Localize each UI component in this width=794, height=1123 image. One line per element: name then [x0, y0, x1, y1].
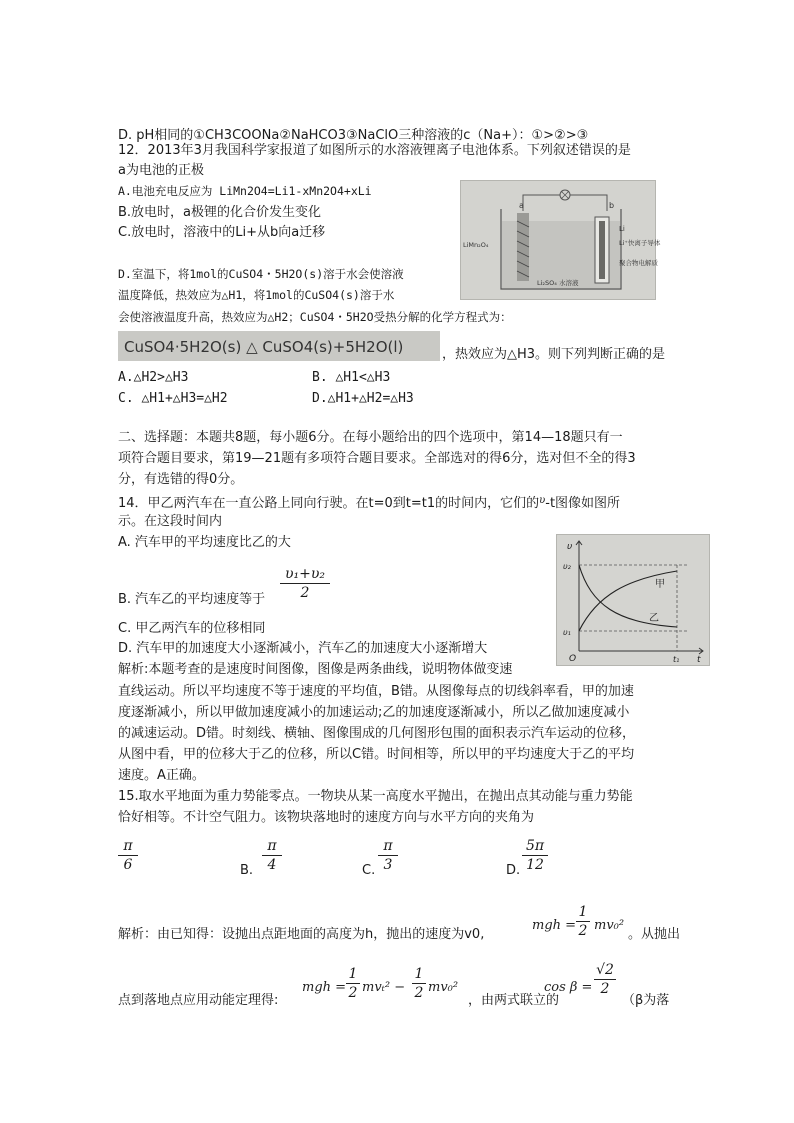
eq2-num-a: 1	[348, 966, 358, 982]
analysis-line-2: 直线运动。所以平均速度不等于速度的平均值，B错。从图像每点的切线斜率看，甲的加速	[118, 684, 634, 699]
question-12-option-d-2: 温度降低，热效应为△H1，将1mol的CuSO4(s)溶于水	[118, 288, 395, 302]
question-15-stem: 15.取水平地面为重力势能零点。一物块从某一高度水平抛出，在抛出点其动能与重力势能	[118, 789, 633, 804]
label-li: Li	[619, 225, 625, 233]
eq2-num-b: 1	[414, 966, 424, 982]
option-c-fraction	[378, 838, 398, 873]
section-2-intro-3: 分，有选错的得0分。	[118, 472, 244, 487]
q15-analysis-2-end: （β为落	[622, 993, 670, 1008]
option-b-bar	[262, 855, 282, 856]
label-solution: Li₂SO₄ 水溶液	[537, 279, 579, 287]
velocity-time-figure	[556, 534, 710, 666]
fraction-bar	[280, 583, 330, 584]
analysis-line-4: 的减速运动。D错。时刻线、横轴、图像围成的几何图形包围的面积表示汽车运动的位移，	[118, 726, 636, 741]
choice-c: C. △H1+△H3=△H2	[118, 391, 228, 406]
option-a-fraction	[118, 838, 138, 873]
label-cathode: LiMn₂O₄	[463, 241, 489, 249]
eq2-den-b: 2	[414, 985, 424, 1001]
question-15-stem-cont: 恰好相等。不计空气阻力。该物块落地时的速度方向与水平方向的夹角为	[118, 810, 535, 825]
option-b-den: 4	[267, 857, 277, 873]
option-d-fraction	[522, 838, 548, 873]
option-c-bar	[378, 855, 398, 856]
jia-label: 甲	[655, 579, 665, 590]
question-14-stem-v: υ	[539, 495, 546, 506]
question-14-stem-a: 14．甲乙两汽车在一直公路上同向行驶。在t=0到t=t1的时间内，它们的	[118, 496, 540, 511]
question-12-option-b: B.放电时，a极锂的化合价发生变化	[118, 205, 322, 220]
q15-analysis-2-mid: ，由两式联立的	[468, 993, 560, 1008]
eq3-fraction	[594, 962, 616, 997]
option-d-bar	[522, 855, 548, 856]
eq3-lhs: cos β =	[544, 980, 593, 995]
eq2-den-a: 2	[348, 985, 358, 1001]
option-c-num: π	[383, 838, 393, 854]
q15-analysis-1-end: 。从抛出	[628, 927, 681, 942]
eq2-rhs2: mv₀²	[428, 980, 459, 995]
q15-analysis-2: 点到落地点应用动能定理得:	[118, 993, 279, 1008]
fraction-v-avg-den: 2	[300, 585, 310, 601]
analysis-line-3: 度逐渐减小，所以甲做加速度减小的加速运动;乙的加速度逐渐减小，所以乙做加速度减小	[118, 705, 630, 720]
option-d-label: D.	[506, 863, 521, 878]
yi-label: 乙	[649, 613, 659, 624]
question-12-option-a: A.电池充电反应为 LiMn2O4=Li1-xMn2O4+xLi	[118, 184, 372, 198]
fraction-v-avg-num: υ₁+υ₂	[285, 566, 325, 582]
option-c-den: 3	[383, 857, 393, 873]
eq1-fraction	[576, 904, 590, 939]
option-b-label: B.	[240, 863, 254, 878]
eq2-bar-b	[412, 983, 426, 984]
eq2-bar-a	[346, 983, 360, 984]
question-12-stem: 12．2013年3月我国科学家报道了如图所示的水溶液锂离子电池体系。下列叙述错误的是	[118, 143, 631, 158]
option-b-num: π	[267, 838, 277, 854]
v2-label: υ₂	[563, 562, 571, 571]
question-14-option-c: C. 甲乙两汽车的位移相同	[118, 621, 266, 636]
eq2-fraction-b	[412, 966, 426, 1001]
label-a: a	[519, 201, 524, 210]
choice-b: B. △H1<△H3	[312, 370, 391, 385]
question-14-stem-cont: 示。在这段时间内	[118, 514, 223, 529]
question-14-option-a: A. 汽车甲的平均速度比乙的大	[118, 535, 291, 550]
t-label: t	[697, 655, 701, 665]
question-12-option-d-4: ，热效应为△H3。则下列判断正确的是	[442, 347, 666, 362]
t1-label: t₁	[673, 655, 680, 664]
question-12-option-d-1: D.室温下，将1mol的CuSO4・5H2O(s)溶于水会使溶液	[118, 267, 404, 281]
axis-v-label: υ	[567, 542, 573, 552]
choice-a: A.△H2>△H3	[118, 370, 189, 385]
velocity-time-graph	[557, 535, 709, 665]
question-12-stem-cont: a为电池的正极	[118, 163, 204, 178]
battery-figure	[460, 180, 661, 300]
equation-graphic	[118, 331, 440, 361]
question-11-option-d: D. pH相同的①CH3COONa②NaHCO3③NaClO三种溶液的c（Na+）：①>②>③	[118, 128, 589, 143]
origin-label: O	[569, 654, 577, 664]
question-12-option-c: C.放电时，溶液中的Li+从b向a迁移	[118, 225, 326, 240]
option-c-label: C.	[362, 863, 376, 878]
eq2-lhs: mgh =	[302, 980, 347, 995]
eq1-rhs: mv₀²	[594, 918, 625, 933]
label-conductor: Li⁺快离子导体	[619, 239, 661, 247]
eq1-den: 2	[578, 923, 588, 939]
question-14-stem	[118, 492, 620, 512]
eq1-bar	[576, 921, 590, 922]
question-14-option-b: B. 汽车乙的平均速度等于	[118, 592, 266, 607]
option-a-den: 6	[123, 857, 133, 873]
eq2-rhs: mvₜ² −	[362, 980, 406, 995]
eq1-num: 1	[578, 904, 588, 920]
eq3-bar	[594, 979, 616, 980]
label-b: b	[609, 201, 615, 210]
eq3-den: 2	[600, 981, 610, 997]
equation-image	[118, 331, 440, 361]
question-14-stem-b: -t图像如图所	[545, 496, 621, 511]
label-polymer: 聚合物电解质	[619, 259, 658, 267]
section-2-intro-1: 二、选择题：本题共8题，每小题6分。在每小题给出的四个选项中，第14—18题只有一	[118, 430, 623, 445]
battery-diagram	[461, 181, 661, 299]
option-b-fraction	[262, 838, 282, 873]
option-a-num: π	[123, 838, 133, 854]
option-d-den: 12	[526, 857, 544, 873]
v1-label: υ₁	[563, 628, 571, 637]
analysis-line-5: 从图中看，甲的位移大于乙的位移，所以C错。时间相等，所以甲的平均速度大于乙的平均	[118, 747, 635, 762]
option-a-bar	[118, 855, 138, 856]
fraction-v-avg	[280, 566, 330, 601]
eq3-num: √2	[596, 962, 614, 978]
analysis-line-6: 速度。A正确。	[118, 768, 205, 783]
eq2-fraction-a	[346, 966, 360, 1001]
equation-text: CuSO4·5H2O(s) △ CuSO4(s)+5H2O(l)	[124, 338, 404, 356]
question-14-option-d: D. 汽车甲的加速度大小逐渐减小，汽车乙的加速度大小逐渐增大	[118, 641, 488, 656]
eq1-lhs: mgh =	[532, 918, 577, 933]
section-2-intro-2: 项符合题目要求，第19—21题有多项符合题目要求。全部选对的得6分，选对但不全的得3	[118, 451, 636, 466]
option-d-num: 5π	[525, 838, 545, 854]
choice-d: D.△H1+△H2=△H3	[312, 391, 414, 406]
q15-analysis-1: 解析：由已知得：设抛出点距地面的高度为h，抛出的速度为v0,	[118, 927, 485, 942]
analysis-line-1: 解析:本题考查的是速度时间图像，图像是两条曲线，说明物体做变速	[118, 662, 513, 677]
question-12-option-d-3: 会使溶液温度升高，热效应为△H2；CuSO4・5H2O受热分解的化学方程式为：	[118, 310, 512, 324]
